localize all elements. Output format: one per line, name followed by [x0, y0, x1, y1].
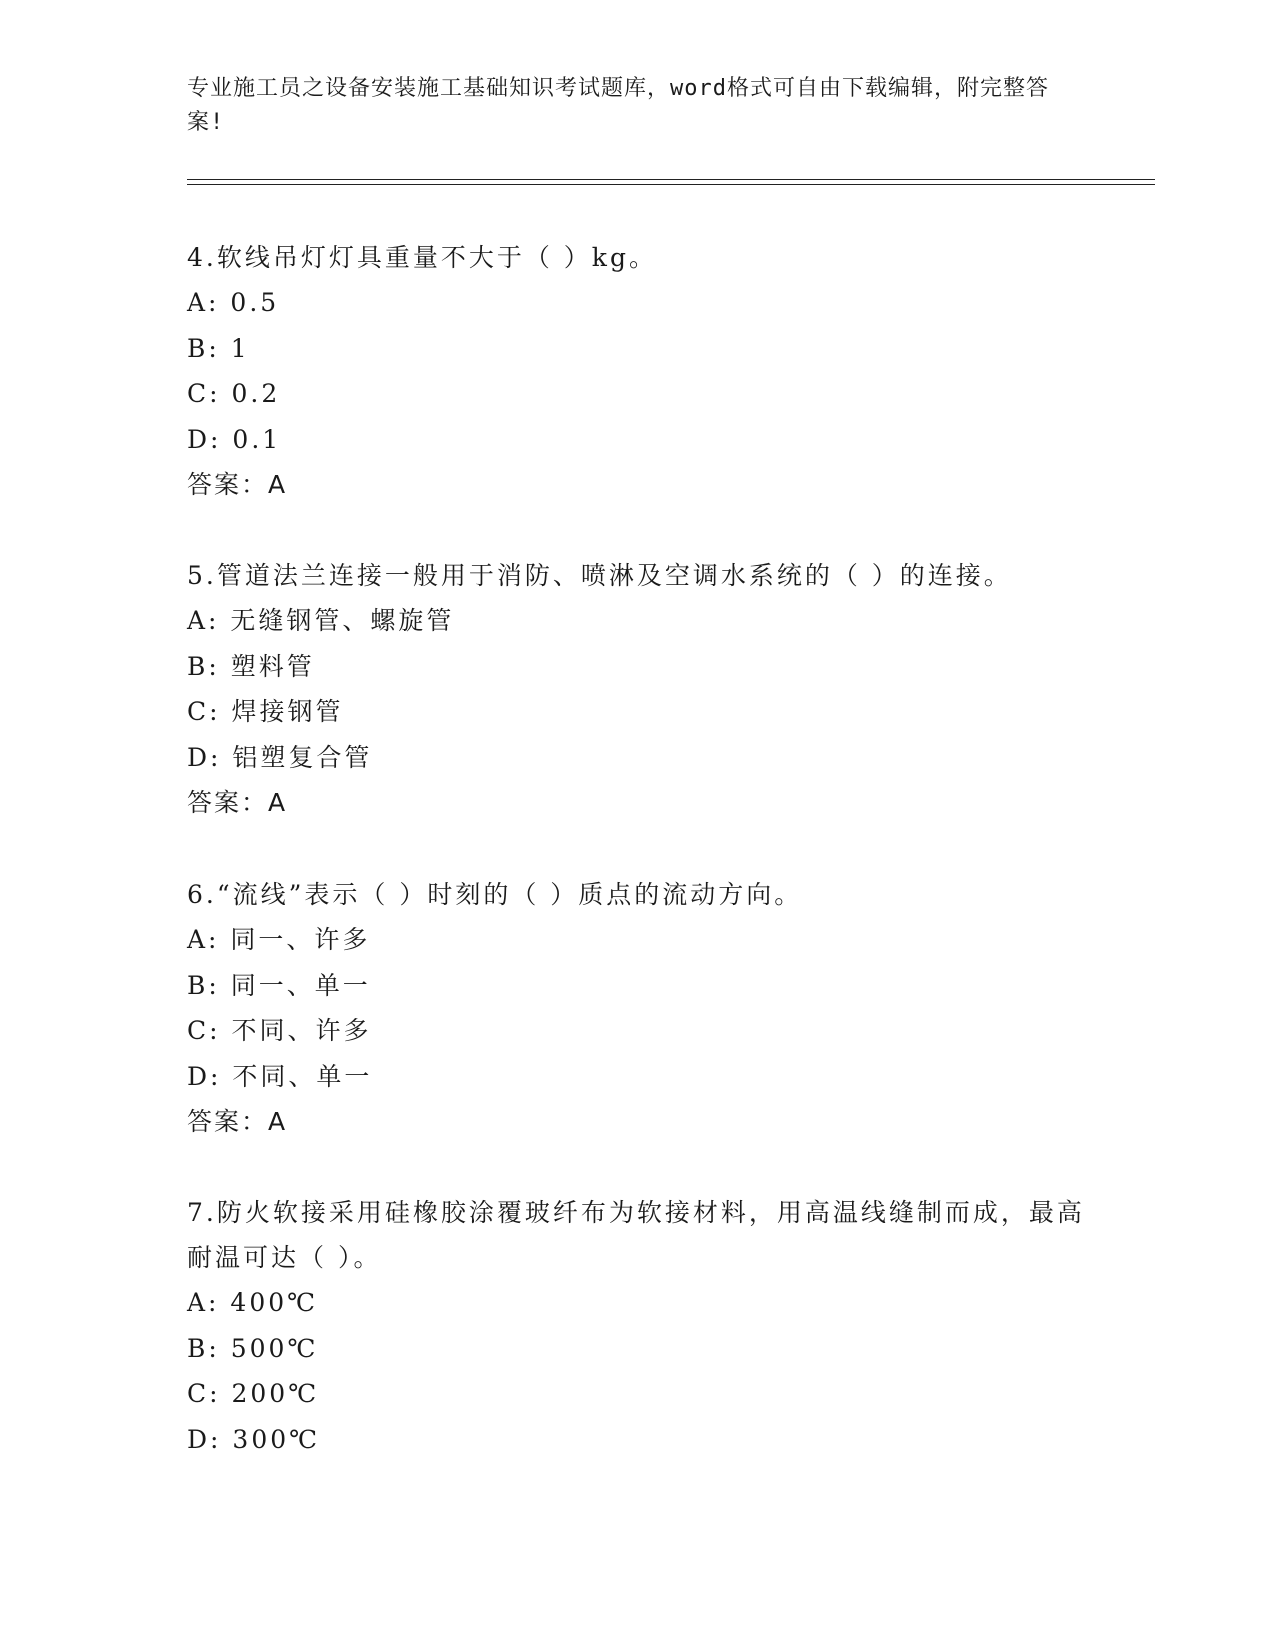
option-c: C: 200℃ — [187, 1379, 320, 1408]
question-6 — [187, 872, 1087, 1144]
option-b: B: 1 — [187, 333, 250, 363]
header-title: 专业施工员之设备安装施工基础知识考试题库，word格式可自由下载编辑，附完整答案! — [187, 76, 1049, 135]
option-a: A: 同一、许多 — [187, 925, 371, 954]
option-a: A: 无缝钢管、螺旋管 — [187, 606, 455, 635]
option-a: A: 0.5 — [187, 288, 280, 317]
option-d: D: 0.1 — [187, 424, 282, 454]
option-d: D: 铝塑复合管 — [187, 742, 373, 772]
document-header — [187, 72, 1067, 140]
question-4 — [187, 235, 1087, 507]
option-c: C: 0.2 — [187, 379, 281, 408]
answer-line: 答案：A — [187, 788, 288, 817]
question-stem: 4.软线吊灯灯具重量不大于（ ）kg。 — [187, 243, 657, 272]
option-b: B: 同一、单一 — [187, 970, 371, 1000]
option-a: A: 400℃ — [187, 1288, 319, 1317]
option-b: B: 500℃ — [187, 1333, 319, 1363]
header-divider-bottom — [187, 184, 1155, 185]
option-d: D: 不同、单一 — [187, 1061, 373, 1091]
option-b: B: 塑料管 — [187, 651, 315, 681]
question-stem: 5.管道法兰连接一般用于消防、喷淋及空调水系统的（ ）的连接。 — [187, 561, 1012, 590]
header-divider-top — [187, 179, 1155, 180]
question-7 — [187, 1190, 1087, 1462]
question-5 — [187, 553, 1087, 825]
answer-line: 答案：A — [187, 1107, 288, 1136]
question-stem: 7.防火软接采用硅橡胶涂覆玻纤布为软接材料，用高温线缝制而成，最高耐温可达（ ）。 — [187, 1198, 1085, 1272]
option-c: C: 焊接钢管 — [187, 697, 344, 726]
option-c: C: 不同、许多 — [187, 1016, 372, 1045]
question-stem: 6.“流线”表示（ ）时刻的（ ）质点的流动方向。 — [187, 880, 803, 909]
answer-line: 答案：A — [187, 470, 288, 499]
option-d: D: 300℃ — [187, 1424, 321, 1454]
